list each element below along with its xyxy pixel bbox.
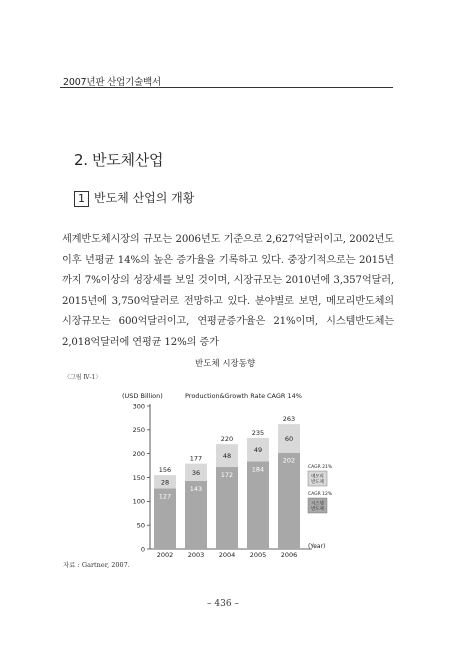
x-axis-unit-label: (Year)	[308, 543, 326, 550]
legend-cagr-label: CAGR 12%	[308, 492, 333, 497]
y-tick-label: 150	[132, 473, 145, 482]
bar-total-label: 220	[220, 435, 234, 444]
bar-system-2005	[247, 461, 269, 549]
y-axis-unit-label: (USD Billion)	[122, 392, 163, 400]
page-number: – 436 –	[207, 599, 239, 609]
y-tick-label: 50	[136, 521, 145, 530]
bar-total-label: 235	[251, 428, 265, 437]
chart-header-text: Production&Growth Rate	[185, 392, 266, 400]
bar-system-value-label: 184	[251, 465, 265, 474]
section-title: 2. 반도체산업	[74, 151, 164, 169]
figure-source: 자료 : Gartner, 2007.	[63, 561, 130, 569]
y-tick-label: 100	[132, 497, 145, 506]
bar-memory-value-label: 48	[222, 452, 232, 461]
y-tick-label: 250	[132, 426, 145, 435]
cagr-total-label: CAGR 14%	[267, 392, 302, 400]
subsection-title-text: 반도체 산업의 개황	[94, 191, 195, 205]
figure-label: 〈그림 Ⅳ-1〉	[64, 374, 102, 381]
bar-system-2004	[216, 467, 238, 549]
y-tick-label: 200	[132, 449, 145, 458]
bar-memory-value-label: 36	[191, 468, 201, 477]
bar-system-value-label: 127	[158, 492, 172, 501]
bar-memory-value-label: 60	[284, 434, 294, 443]
bar-system-value-label: 143	[189, 484, 203, 493]
bar-system-value-label: 172	[220, 471, 234, 480]
bar-memory-value-label: 28	[160, 478, 170, 487]
body-paragraph: 세계반도체시장의 규모는 2006년도 기준으로 2,627억달러이고, 2002년도 이후 년평균 14%의 높은 증가율을 기록하고 있다. 중장기적으로는 2015년까지 7%이상의 성장세를 보일 것이며, 시장규모는 2010년에 3,357억달러, 2015년에 3,750억달러로 전망하고 있다. 분야별로 보면, 메모리반도체의 시장규모는 600억달러이고, 연평균증가율은 21%이며, 시스템반도체는 2,018억달러에 연평균 12%의 증가	[62, 234, 394, 348]
subsection-number-box: 1	[74, 191, 89, 207]
x-tick-label: 2004	[218, 551, 236, 559]
bar-total-label: 156	[158, 466, 172, 475]
x-tick-label: 2003	[187, 551, 205, 559]
bar-total-label: 263	[282, 415, 296, 424]
legend-label-line2: 반도체	[311, 507, 324, 512]
bar-system-2006	[278, 453, 300, 549]
legend-cagr-label: CAGR 21%	[308, 465, 333, 470]
bar-total-label: 177	[189, 454, 203, 463]
y-tick-label: 0	[140, 545, 145, 554]
market-trend-chart	[110, 385, 335, 560]
bar-system-value-label: 202	[282, 456, 296, 465]
x-tick-label: 2006	[280, 551, 298, 559]
x-tick-label: 2002	[156, 551, 174, 559]
header-rule	[60, 87, 393, 88]
y-tick-label: 300	[132, 402, 145, 411]
bar-memory-value-label: 49	[253, 446, 263, 455]
subsection-title	[74, 189, 194, 207]
x-tick-label: 2005	[249, 551, 267, 559]
document-header: 2007년판 산업기술백서	[63, 77, 162, 88]
legend-label-line1: 시스템	[311, 501, 324, 507]
legend-label-line2: 반도체	[311, 480, 324, 485]
legend-label-line1: 메모리	[311, 474, 324, 480]
figure-title: 반도체 시장동향	[195, 359, 256, 369]
